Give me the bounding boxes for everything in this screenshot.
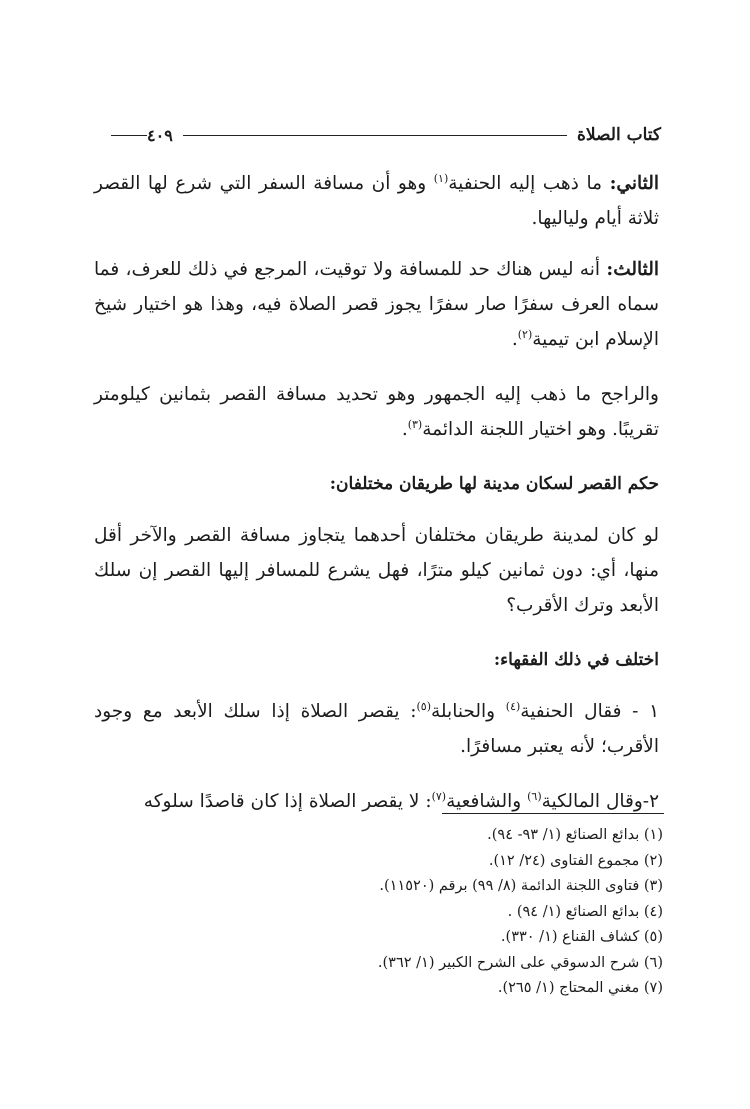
running-header [101, 118, 661, 152]
header-rule [183, 135, 567, 136]
paragraph-opinion-one [94, 694, 659, 764]
footnote-ref[interactable]: (٢) [517, 327, 533, 341]
paragraph-text: لو كان لمدينة طريقان مختلفان أحدهما يتجاوز مسافة القصر والآخر أقل منها، أي: دون ثمانين كيلو مترًا، فهل يشرع للمسافر إليها القصر إن سلك الأبعد وترك الأقرب؟ [94, 525, 659, 616]
header-rule-end [111, 135, 147, 136]
paragraph-preferred [94, 377, 659, 447]
footnote-item: (٢) مجموع الفتاوى (٢٤/ ١٢). [488, 852, 663, 869]
footnote-item: (٥) كشاف القناع (١/ ٣٣٠). [500, 929, 663, 945]
footnote-ref[interactable]: (١) [433, 171, 449, 185]
footnote-item: (١) بدائع الصنائع (١/ ٩٣- ٩٤). [487, 827, 663, 843]
footnote-ref[interactable]: (٤) [505, 699, 521, 713]
section-heading: حكم القصر لسكان مدينة لها طريقان مختلفان: [329, 474, 659, 494]
paragraph-question [94, 518, 659, 623]
footnote-ref[interactable]: (٥) [416, 699, 432, 713]
paragraph-text: والحنابلة [431, 701, 496, 722]
paragraph-text: وهو أن مسافة السفر التي شرع لها القصر ثلاثة أيام ولياليها. [94, 173, 659, 229]
paragraph-text: ما ذهب إليه الحنفية [448, 173, 603, 194]
footnote-ref[interactable]: (٣) [407, 417, 423, 431]
paragraph-text: والشافعية [446, 791, 522, 812]
page-number: ٤٠٩ [147, 125, 173, 145]
paragraph-text: . [401, 419, 408, 440]
paragraph-second-opinion [94, 166, 659, 236]
paragraph-text: : لا يقصر الصلاة إذا كان قاصدًا سلوكه [143, 791, 432, 812]
paragraph-text: ١ - فقال الحنفية [520, 701, 659, 722]
paragraph-text: ٢-وقال المالكية [541, 791, 659, 812]
paragraph-lead: الثاني: [609, 173, 659, 194]
footnote-separator [442, 813, 664, 814]
paragraph-lead: الثالث: [606, 259, 660, 280]
main-text [94, 166, 659, 839]
footnote-item: (٧) مغني المحتاج (١/ ٢٦٥). [497, 980, 663, 996]
book-title: كتاب الصلاة [576, 125, 661, 145]
footnote-item: (٦) شرح الدسوقي على الشرح الكبير (١/ ٣٦٢). [377, 954, 663, 971]
footnotes-list [200, 823, 663, 1002]
footnote-ref[interactable]: (٦) [527, 789, 542, 803]
paragraph-text: والراجح ما ذهب إليه الجمهور وهو تحديد مسافة القصر بثمانين كيلومتر تقريبًا. وهو اختيار اللجنة الدائمة [94, 384, 659, 440]
footnote-item: (٤) بدائع الصنائع (١/ ٩٤) . [507, 903, 663, 920]
paragraph-text: : يقصر الصلاة إذا سلك الأبعد مع وجود الأقرب؛ لأنه يعتبر مسافرًا. [94, 701, 659, 757]
paragraph-text: أنه ليس هناك حد للمسافة ولا توقيت، المرجع في ذلك للعرف، فما سماه العرف سفرًا صار سفرًا يجوز قصر الصلاة فيه، وهذا هو اختيار شيخ الإسلام ابن تيمية [94, 259, 659, 350]
footnote-item: (٣) فتاوى اللجنة الدائمة (٨/ ٩٩) برقم (١١٥٢٠). [379, 878, 663, 894]
footnote-ref[interactable]: (٧) [431, 789, 447, 803]
paragraph-text: . [511, 329, 518, 350]
paragraph-third-opinion [94, 252, 659, 357]
section-heading: اختلف في ذلك الفقهاء: [493, 650, 659, 670]
